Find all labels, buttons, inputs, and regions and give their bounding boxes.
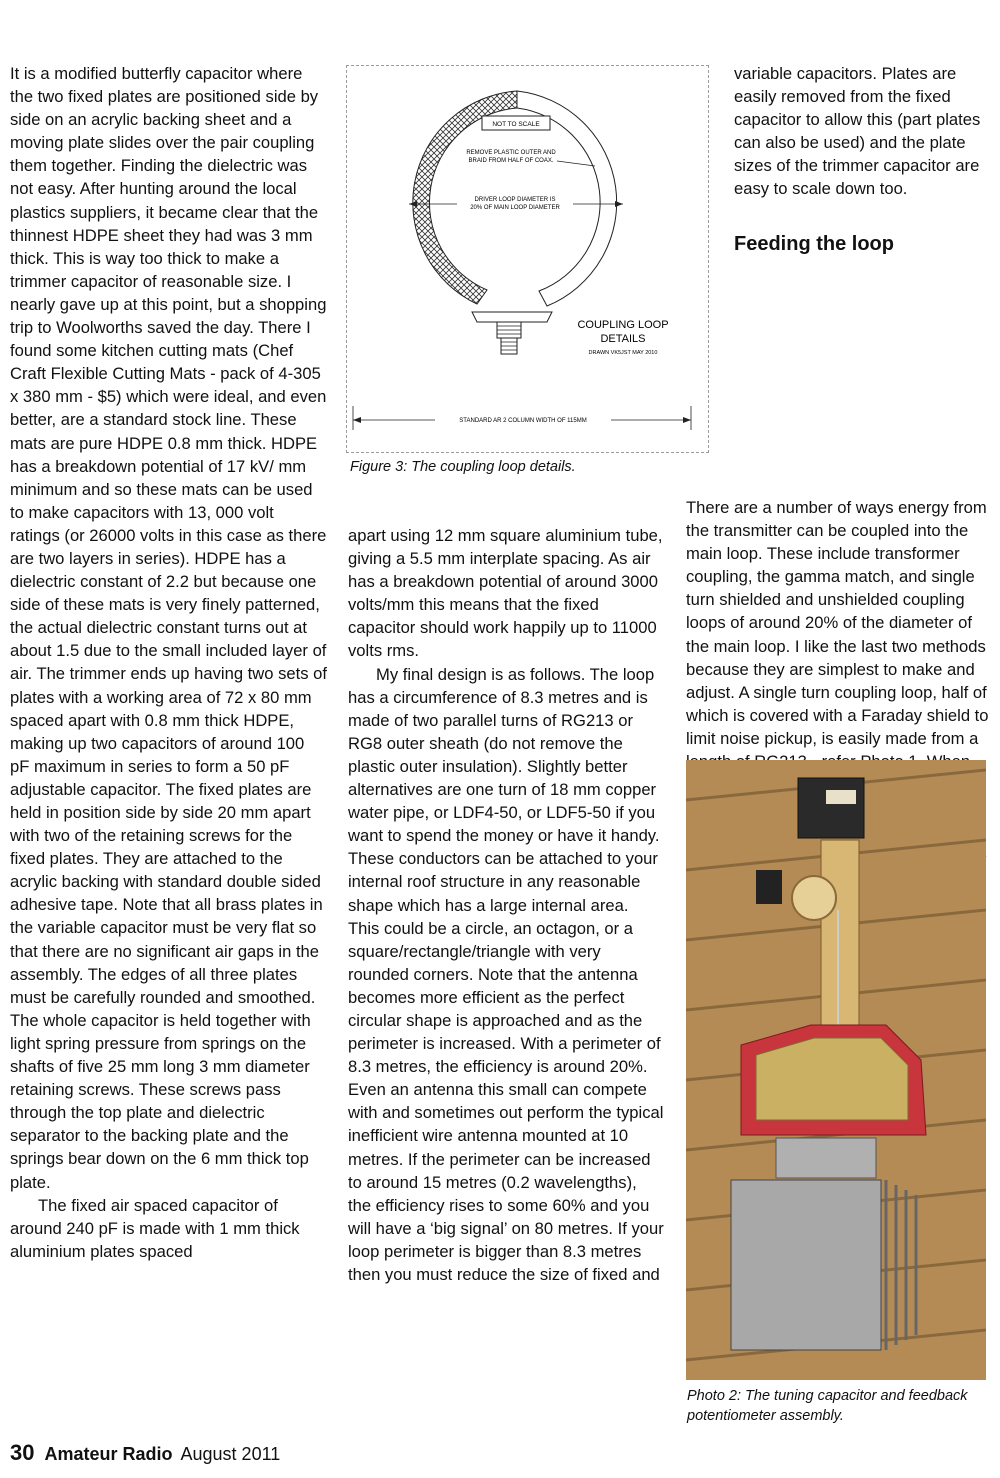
drawn-by-note: DRAWN VK5JST MAY 2010 bbox=[588, 350, 658, 356]
figure-caption: Figure 3: The coupling loop details. bbox=[350, 459, 576, 475]
driver-loop-note: 20% OF MAIN LOOP DIAMETER bbox=[470, 205, 560, 211]
issue-date: August 2011 bbox=[180, 1444, 281, 1464]
column-1 bbox=[10, 62, 328, 1263]
width-note: STANDARD AR 2 COLUMN WIDTH OF 115MM bbox=[459, 418, 587, 424]
paragraph: variable capacitors. Plates are easily removed from the fixed capacitor to allow this (part plates can also be used) and the plate sizes of the trimmer capacitor are easy to scale down too. bbox=[734, 64, 981, 199]
magazine-name: Amateur Radio bbox=[44, 1444, 173, 1464]
paragraph: It is a modified butterfly capacitor where the two fixed plates are positioned side by side on an acrylic backing sheet and a moving plate slides over the pair coupling them together. Finding the dielectric was not easy. After hunting around the local plastics suppliers, it became clear that the thinnest HDPE sheet they had was 3 mm thick. This is way too thick to make a trimmer capacitor of reasonable size. I nearly gave up at this point, but a shopping trip to Woolworths saved the day. There I found some kitchen cutting mats (Chef Craft Flexible Cutting Mats - pack of 4-305 x 380 mm - $5) which were ideal, and even better, are a standard stock line. These mats are pure HDPE 0.8 mm thick. HDPE has a breakdown potential of 17 kV/ mm minimum and so these mats can be used to make capacitors with 13, 000 volt ratings (or 26000 volts in this case as there are two layers in series). HDPE has a dielectric constant of 2.2 but because one side of these mats is very finely patterned, the actual dielectric constant turns out at about 1.5 due to the small included layer of air. The trimmer ends up having two sets of plates with a working area of 72 x 80 mm spaced apart with 0.8 mm thick HDPE, making up two capacitors of around 100 pF maximum in series to form a 50 pF adjustable capacitor. The fixed plates are held in position side by side 20 mm apart with two of the retaining screws for the fixed plates. They are attached to the acrylic backing with standard double sided adhesive tape. Note that all brass plates in the variable capacitor must be very flat so that there are no significant air gaps in the assembly. The edges of all three plates must be carefully rounded and smoothed. The whole capacitor is held together with light spring pressure from springs on the shafts of five 25 mm long 3 mm diameter retaining screws. These screws pass through the top plate and dielectric separator to the backing plate and the springs bear down on the 6 mm thick top plate. bbox=[10, 64, 327, 1192]
photo-caption: Photo 2: The tuning capacitor and feedback potentiometer assembly. bbox=[687, 1388, 968, 1424]
paragraph: The fixed air spaced capacitor of around 240 pF is made with 1 mm thick aluminium plates spaced bbox=[10, 1195, 300, 1261]
figure-title: DETAILS bbox=[600, 333, 646, 345]
photo-tuning-capacitor bbox=[686, 760, 986, 1380]
paragraph: apart using 12 mm square aluminium tube, giving a 5.5 mm interplate spacing. As air has a breakdown potential of around 3000 volts/mm this means that the fixed capacitor should work happily up to 11000 volts rms. bbox=[348, 526, 663, 661]
page-number: 30 bbox=[10, 1440, 35, 1465]
figure-title: COUPLING LOOP bbox=[577, 319, 669, 331]
column-3-top bbox=[734, 62, 996, 201]
remove-plastic-note: BRAID FROM HALF OF COAX. bbox=[468, 158, 554, 164]
not-to-scale-label: NOT TO SCALE bbox=[492, 121, 540, 128]
page-footer bbox=[10, 1440, 280, 1466]
coupling-loop-drawing bbox=[347, 66, 708, 452]
coax-connector bbox=[472, 312, 552, 354]
figure-3-coupling-loop-diagram bbox=[346, 65, 709, 453]
column-2 bbox=[348, 524, 664, 1286]
paragraph: My final design is as follows. The loop has a circumference of 8.3 metres and is made of two parallel turns of RG213 or RG8 outer sheath (do not remove the plastic outer insulation). Slightly better alternatives are one turn of 18 mm copper water pipe, or LDF4-50, or LDF5-50 if you want to spend the money or have it handy. These conductors can be attached to your internal roof structure in any reasonable shape which has a large internal area. This could be a circle, an octagon, or a square/rectangle/triangle with very rounded corners. Note that the antenna becomes more efficient as the perfect circular shape is approached and as the perimeter is increased. With a perimeter of 8.3 metres, the efficiency is around 20%. Even an antenna this small can compete with and sometimes out perform the typical inefficient wire antenna mounted at 10 metres. If the perimeter can be increased to around 15 metres (0.2 wavelengths), the efficiency rises to some 60% and you will have a ‘big signal’ on 80 metres. If your loop perimeter is bigger than 8.3 metres then you must reduce the size of fixed and bbox=[348, 664, 664, 1284]
tuning-capacitor-photo-illustration bbox=[686, 760, 986, 1380]
remove-plastic-note: REMOVE PLASTIC OUTER AND bbox=[466, 150, 556, 156]
paragraph: There are a number of ways energy from the transmitter can be coupled into the main loop. These include transformer coupling, the gamma match, and single turn shielded and unshielded coupling loops of around 20% of the diameter of the main loop. I like the last two methods because they are simplest to make and adjust. A single turn coupling loop, half of which is covered with a Faraday shield to limit noise pickup, is easily made from a bbox=[686, 498, 989, 748]
section-heading: Feeding the loop bbox=[734, 233, 894, 255]
driver-loop-note: DRIVER LOOP DIAMETER IS bbox=[474, 197, 556, 203]
